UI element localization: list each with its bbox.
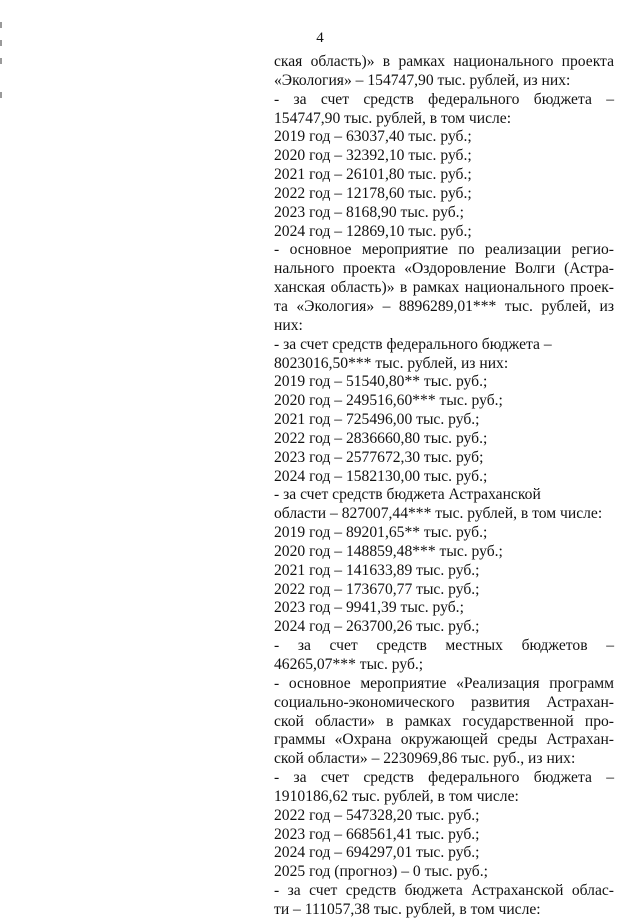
text-line: 2022 год – 12178,60 тыс. руб.; [274,184,472,202]
margin-mark [0,40,2,46]
text-line: 2024 год – 1582130,00 тыс. руб.; [274,467,488,485]
text-line: 2020 год – 148859,48*** тыс. руб.; [274,542,503,560]
text-line: «Экология» – 154747,90 тыс. рублей, из них: [274,71,571,89]
text-line: 2019 год – 89201,65** тыс. руб.; [274,524,488,542]
text-line: 2021 год – 141633,89 тыс. руб.; [274,561,480,579]
text-line: нального проекта «Оздоровление Волги (Астра- [274,260,614,278]
text-line: 2022 год – 547328,20 тыс. руб.; [274,806,480,824]
text-line: - за счет средств бюджета Астраханской [274,486,541,504]
text-line: 2020 год – 249516,60*** тыс. руб.; [274,392,503,410]
text-line: 2024 год – 263700,26 тыс. руб.; [274,618,480,636]
text-line: - за счет средств федерального бюджета – [274,769,614,787]
text-line: 2024 год – 694297,01 тыс. руб.; [274,844,480,862]
text-line: - за счет средств федерального бюджета – [274,335,552,353]
text-line: 2023 год – 2577672,30 тыс. руб; [274,448,484,466]
text-line: области – 827007,44*** тыс. рублей, в том числе: [274,505,603,523]
text-line: - за счет средств бюджета Астраханской облас- [274,882,614,900]
text-line: ти – 111057,38 тыс. рублей, в том числе: [274,900,541,918]
text-line: та «Экология» – 8896289,01*** тыс. рублей, из [274,297,614,315]
text-line: 2024 год – 12869,10 тыс. руб.; [274,222,472,240]
text-line: 2023 год – 9941,39 тыс. руб.; [274,599,464,617]
text-line: 2022 год – 173670,77 тыс. руб.; [274,580,480,598]
text-line: ской области» в рамках государственной про- [274,712,614,730]
page-number: 4 [316,30,324,46]
text-line: 2019 год – 63037,40 тыс. руб.; [274,128,472,146]
text-line: 1910186,62 тыс. рублей, в том числе: [274,787,519,805]
text-line: 2025 год (прогноз) – 0 тыс. руб.; [274,863,488,881]
text-line: ской области» – 2230969,86 тыс. руб., из них: [274,750,576,768]
text-line: 2021 год – 26101,80 тыс. руб.; [274,166,472,184]
text-line: социально-экономического развития Астрахан- [274,693,614,711]
text-line: - за счет средств местных бюджетов – [274,637,614,655]
margin-mark [0,58,2,64]
text-line: - за счет средств федерального бюджета – [274,90,614,108]
text-line: - основное мероприятие по реализации регио- [274,241,614,259]
text-line: 154747,90 тыс. рублей, в том числе: [274,109,512,127]
margin-mark [0,92,2,98]
text-line: 8023016,50*** тыс. рублей, из них: [274,354,509,372]
text-line: ханская область)» в рамках национального проек- [274,279,614,297]
text-line: 2019 год – 51540,80** тыс. руб.; [274,373,488,391]
text-line: 2021 год – 725496,00 тыс. руб.; [274,411,480,429]
text-line: - основное мероприятие «Реализация программ [274,674,614,692]
text-line: граммы «Охрана окружающей среды Астрахан- [274,731,614,749]
text-line: 2023 год – 668561,41 тыс. руб.; [274,825,480,843]
text-line: них: [274,316,303,334]
text-line: 2022 год – 2836660,80 тыс. руб.; [274,429,488,447]
text-line: 46265,07*** тыс. руб.; [274,656,424,673]
text-line: ская область)» в рамках национального проекта [274,53,614,70]
text-line: 2020 год – 32392,10 тыс. руб.; [274,147,472,165]
text-line: 2023 год – 8168,90 тыс. руб.; [274,203,464,221]
document-body [274,53,614,920]
margin-mark [0,22,2,28]
